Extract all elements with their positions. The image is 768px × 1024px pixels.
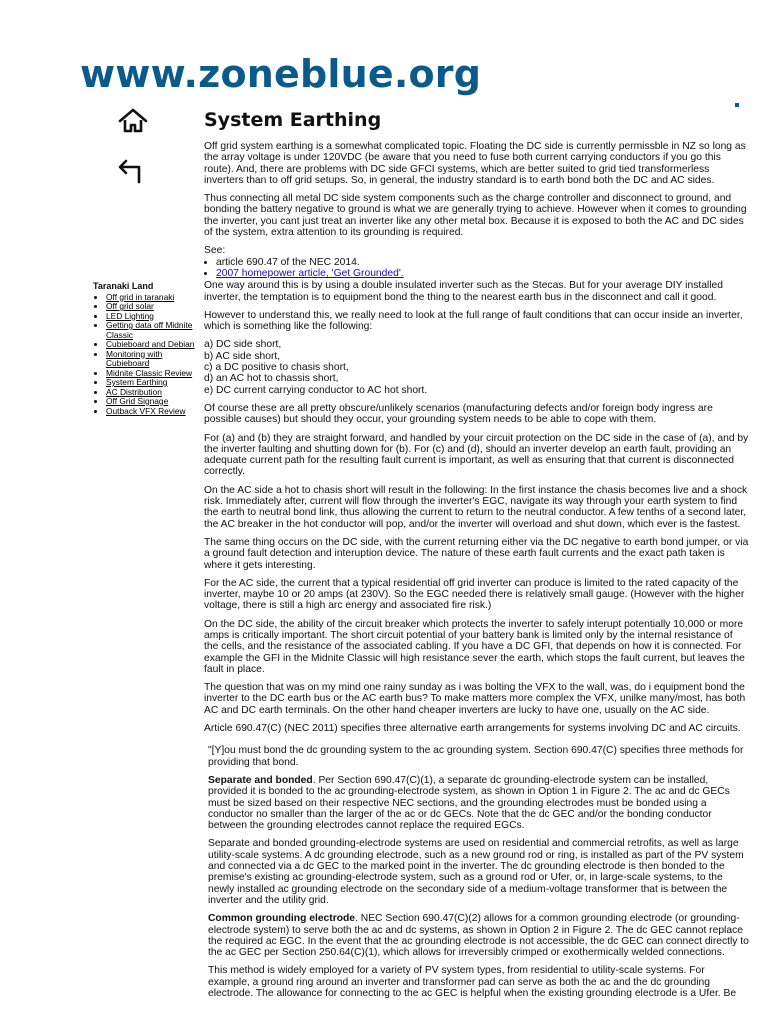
sidebar-link-led-lighting[interactable]: LED Lighting xyxy=(106,310,154,321)
article-paragraph: On the AC side a hot to chasis short will result in the following: In the first instance the chasis becomes live and a shock risk. Immediately after, current will flow through the inverter's EGC, navigate its way through your earth system to find the earth to neutral bond link, thus allowing the current to return to the neutral conductor. A few tenths of a second later, the AC breaker in the hot conductor will pop, and/or the inverter will overload and shut down, which ever is the fastest. xyxy=(204,484,748,530)
sidebar-item xyxy=(106,407,198,417)
home-icon[interactable] xyxy=(116,106,150,136)
article-paragraph: On the DC side, the ability of the circuit breaker which protects the inverter to safely interupt potentially 10,000 or more amps is critically important. The short circuit potential of your battery bank is limited only by the internal resistance of the cells, and the resistance of the associated cabling. If you have a DC GFI, that depends on how it is connected. For example the GFI in the Midnite Classic will high resistance sever the earth, which stops the fault current, but leaves the fault in place. xyxy=(204,618,745,675)
sidebar-link-cubieboard-debian[interactable]: Cubieboard and Debian xyxy=(106,339,195,349)
corner-marker xyxy=(735,103,739,107)
article-paragraph: One way around this is by using a double insulated inverter such as the Stecas. But for your average DIY installed inverter, the temptation is to equipment bond the thing to the nearest earth bus in the disconnect and call it good. xyxy=(204,280,723,303)
quote-paragraph: This method is widely employed for a variety of PV system types, from residential to utility-scale systems. For example, a ground ring around an inverter and transformer pad can serve as both the ac and the dc grounding electrode. The allowance for connecting to the ac GEC is helpful when the existing grounding electrode is a Ufer. Be xyxy=(208,965,737,999)
article-paragraph: The same thing occurs on the DC side, with the current returning either via the DC negative to earth bond jumper, or via a ground fault detection and interuption device. The nature of these earth fault currents and the exact path taken is where it gets interesting. xyxy=(204,536,749,571)
quote-paragraph xyxy=(208,775,749,831)
fault-item: b) AC side short, xyxy=(204,350,281,362)
sidebar-link-off-grid-taranaki[interactable]: Off grid in taranaki xyxy=(106,291,175,302)
sidebar-list xyxy=(93,293,198,417)
fault-item: e) DC current carrying conductor to AC hot short. xyxy=(204,384,428,396)
article xyxy=(204,108,749,1006)
quote-heading-separate: Separate and bonded xyxy=(208,774,313,786)
sidebar-link-off-grid-solar[interactable]: Off grid solar xyxy=(106,301,154,311)
article-paragraph: Of course these are all pretty obscure/unlikely scenarios (manufacturing defects and/or foreign body ingress are possible causes) but should they occur, your grounding system needs to be able to cope with them. xyxy=(204,402,713,426)
sidebar-link-ac-distribution[interactable]: AC Distribution xyxy=(106,386,162,397)
sidebar-link-cubieboard-monitoring[interactable]: Monitoring with Cubieboard xyxy=(106,348,163,368)
fault-item: a) DC side short, xyxy=(204,339,282,351)
quote-paragraph xyxy=(208,913,749,958)
sidebar-link-midnite-data[interactable]: Getting data off Midnite Classic xyxy=(106,320,193,340)
article-paragraph: For the AC side, the current that a typical residential off grid inverter can produce is limited to the rated capacity of the inverter, maybe 10 or 20 amps (at 230V). So the EGC needed there is relatively small gauge. (However with the higher voltage, there is still a high arc energy and associated fire risk.) xyxy=(204,577,745,612)
quote-text: . Per Section 690.47(C)(1), a separate dc grounding-electrode system can be installed, provided it is bonded to the ac grounding-electrode system, as shown in Option 1 in Figure 2. The ac and dc GECs must be sized based on their respective NEC sections, and the grounding electrodes must be bonded using a conductor no smaller than the larger of the ac or dc GECs. Note that the dc GEC and/or the bonding conductor between the grounding electrodes cannot replace the required EGCs. xyxy=(208,774,730,832)
sidebar-item xyxy=(106,350,198,369)
article-paragraph: Off grid system earthing is a somewhat complicated topic. Floating the DC side is currently permissble in NZ so long as the array voltage is under 120VDC (be aware that you need to fuse both current carrying conductors if you go this route). And, there are problems with DC side GFCI systems, which are better suited to grid tied transformerless inverters than to off grid setups. So, in general, the industry standard is to earth bond both the DC and AC sides. xyxy=(204,141,746,186)
quote-heading-common: Common grounding electrode xyxy=(208,913,356,925)
see-list xyxy=(204,257,749,280)
sidebar-heading: Taranaki Land xyxy=(93,281,154,291)
nec-quote xyxy=(208,745,749,999)
quote-text: . NEC Section 690.47(C)(2) allows for a common grounding electrode (or grounding-electrode system) to serve both the ac and dc systems, as shown in Option 2 in Figure 2. The dc GEC cannot replace the required ac EGC. In the event that the ac grounding electrode is not accessible, the dc GEC can connect directly to the ac GEC per Section 250.64(C)(1), which allows for irreversibly crimped or exothermically welded connections. xyxy=(208,913,749,959)
article-paragraph: Article 690.47(C) (NEC 2011) specifies three alternative earth arrangements for systems involving DC and AC circuits. xyxy=(204,723,741,735)
sidebar-link-midnite-review[interactable]: Midnite Classic Review xyxy=(106,367,193,378)
sidebar-link-off-grid-signage[interactable]: Off Grid Signage xyxy=(106,396,169,406)
quote-paragraph: "[Y]ou must bond the dc grounding system to the ac grounding system. Section 690.47(C) specifies three methods for providing that bond. xyxy=(208,745,744,768)
fault-item: c) a DC positive to chasis short, xyxy=(204,362,349,374)
fault-item: d) an AC hot to chassis short, xyxy=(204,373,339,385)
site-title[interactable]: www.zoneblue.org xyxy=(80,52,482,96)
fault-list xyxy=(204,339,749,395)
sidebar-item xyxy=(106,321,198,340)
quote-paragraph: Separate and bonded grounding-electrode systems are used on residential and commercial retrofits, as well as large utility-scale systems. A dc grounding electrode, such as a new ground rod or ring, is installed as part of the PV system and connected via a dc GEC to the marked point in the inverter. The dc grounding electrode is then bonded to the premise's existing ac grounding-electrode system, such as a ground rod or Ufer, or, in large-scale systems, to the newly installed ac grounding electrode on the secondary side of a medium-voltage transformer that is between the inverter and the utility grid. xyxy=(208,838,744,906)
article-paragraph: For (a) and (b) they are straight forward, and handled by your circuit protection on the DC side in the case of (a), and by the inverter faulting and shutting down for (b). For (c) and (d), should an inverter develop an earth fault, providing an adequate current path for the resulting fault current is important, as well as ensuring that that current is disconnected correctly. xyxy=(204,432,749,478)
see-item: • article 690.47 of the NEC 2014. xyxy=(216,257,749,268)
article-paragraph: Thus connecting all metal DC side system components such as the charge controller and disconnect to ground, and bonding the battery negative to ground is what we are generally trying to achieve. However when it comes to grounding the inverter, you cant just treat an inverter like any other metal box. Because it is exposed to both the AC and DC sides of the system, extra attention to its grounding is required. xyxy=(204,193,747,239)
sidebar-link-outback-vfx[interactable]: Outback VFX Review xyxy=(106,405,186,416)
sidebar xyxy=(93,282,198,416)
article-paragraph: The question that was on my mind one rainy sunday as i was bolting the VFX to the wall, was, do i equipment bond the inverter to the DC earth bus or the AC earth bus? To make matters more complex the VFX, unilke many/most, has both AC and DC earth terminals. On the other hand cheaper inverters are lucky to have one, usually on the AC side. xyxy=(204,682,746,716)
sidebar-link-system-earthing[interactable]: System Earthing xyxy=(106,377,168,387)
see-item xyxy=(216,268,749,279)
homepower-article-link[interactable]: 2007 homepower article, 'Get Grounded'. xyxy=(216,267,404,279)
article-paragraph: However to understand this, we really need to look at the full range of fault conditions that can occur inside an inverter, which is something like the following: xyxy=(204,309,743,333)
back-arrow-icon[interactable] xyxy=(116,156,150,186)
page-title: System Earthing xyxy=(204,109,382,131)
see-label: See: xyxy=(204,245,226,257)
